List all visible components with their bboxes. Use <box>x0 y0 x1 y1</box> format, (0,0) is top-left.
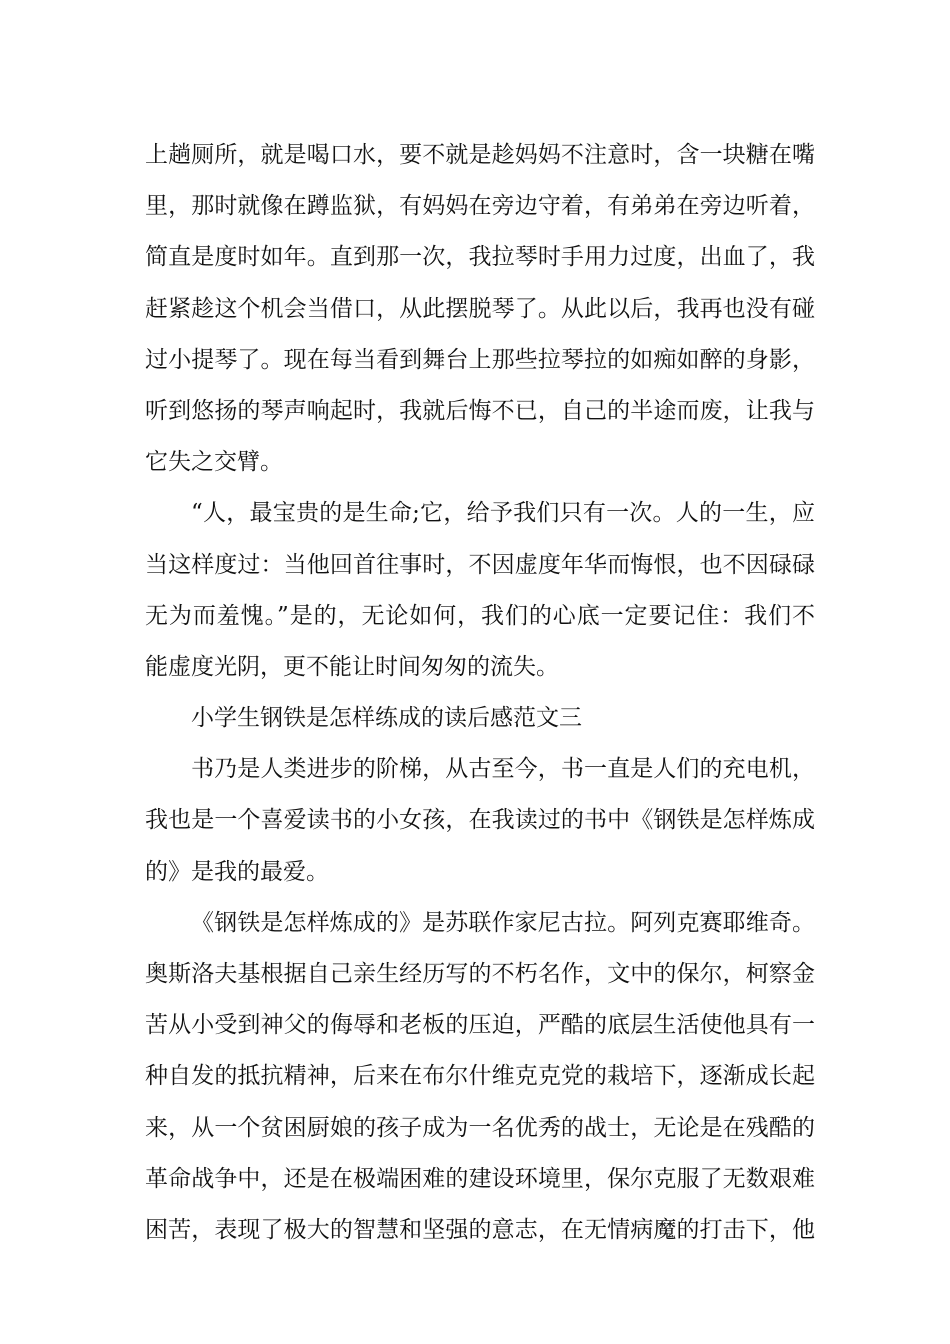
text-line: 奥斯洛夫基根据自己亲生经历写的不朽名作，文中的保尔，柯察金 <box>145 961 815 987</box>
text-line: 听到悠扬的琴声响起时，我就后悔不已，自己的半途而废，让我与 <box>145 397 815 424</box>
text-line: 当这样度过：当他回首往事时，不因虚度年华而悔恨，也不因碌碌 <box>145 551 815 578</box>
body-text <box>145 130 815 1256</box>
text-line: 小学生钢铁是怎样练成的读后感范文三 <box>191 705 582 732</box>
text-line: 的》是我的最爱。 <box>145 858 329 885</box>
text-line: 过小提琴了。现在每当看到舞台上那些拉琴拉的如痴如醉的身影， <box>145 346 815 373</box>
text-line: 《钢铁是怎样炼成的》是苏联作家尼古拉。阿列克赛耶维奇。 <box>191 909 815 936</box>
text-line: 困苦，表现了极大的智慧和坚强的意志，在无情病魔的打击下，他 <box>145 1216 815 1243</box>
text-line: 书乃是人类进步的阶梯，从古至今，书一直是人们的充电机， <box>191 756 815 783</box>
text-line: 它失之交臂。 <box>145 449 283 476</box>
text-line: 无为而羞愧。”是的，无论如何，我们的心底一定要记住：我们不 <box>145 602 815 629</box>
text-line: 能虚度光阴，更不能让时间匆匆的流失。 <box>145 653 559 680</box>
text-line: 来，从一个贫困厨娘的孩子成为一名优秀的战士，无论是在残酷的 <box>145 1114 815 1141</box>
text-line: 里，那时就像在蹲监狱，有妈妈在旁边守着，有弟弟在旁边听着， <box>145 193 815 220</box>
text-line: “人，最宝贵的是生命;它，给予我们只有一次。人的一生，应 <box>191 500 815 527</box>
text-line: 苦从小受到神父的侮辱和老板的压迫，严酷的底层生活使他具有一 <box>145 1012 815 1039</box>
text-line: 我也是一个喜爱读书的小女孩，在我读过的书中《钢铁是怎样炼成 <box>145 807 815 834</box>
text-line: 简直是度时如年。直到那一次，我拉琴时手用力过度，出血了，我 <box>145 244 815 271</box>
text-line: 革命战争中，还是在极端困难的建设环境里，保尔克服了无数艰难 <box>145 1165 815 1192</box>
text-line: 上趟厕所，就是喝口水，要不就是趁妈妈不注意时，含一块糖在嘴 <box>145 142 815 168</box>
text-line: 赶紧趁这个机会当借口，从此摆脱琴了。从此以后，我再也没有碰 <box>145 295 815 322</box>
text-line: 种自发的抵抗精神，后来在布尔什维克克党的栽培下，逐渐成长起 <box>145 1063 815 1090</box>
